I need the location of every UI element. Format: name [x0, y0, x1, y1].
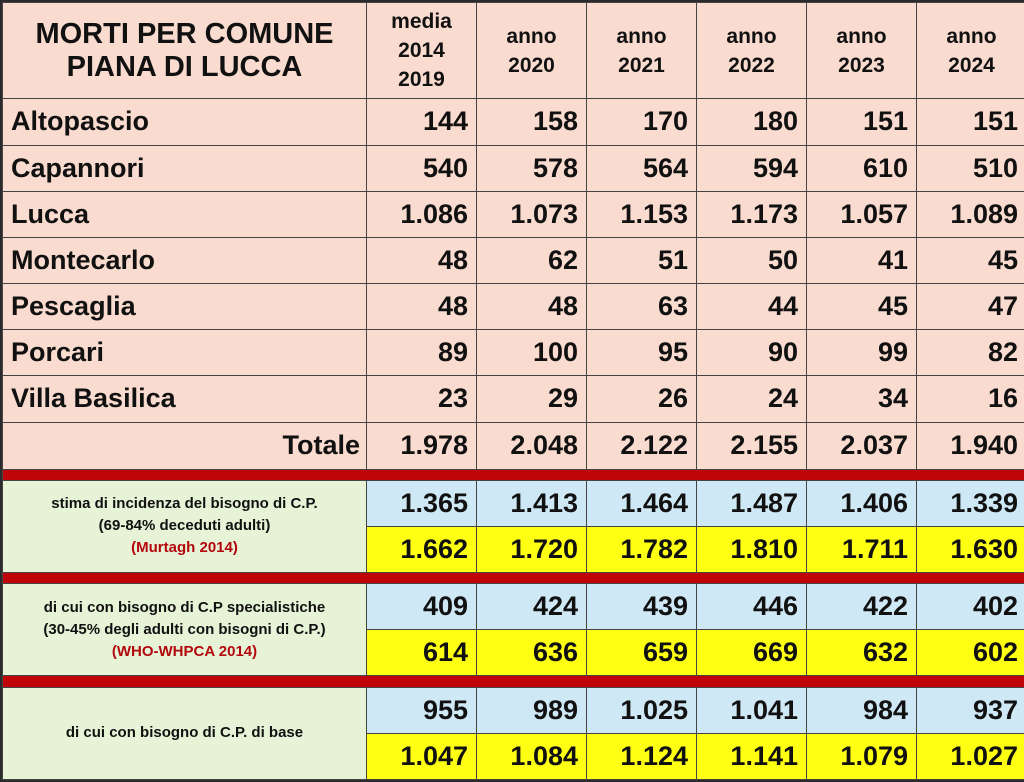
- table-cell: 16: [917, 376, 1024, 422]
- table-cell: 578: [477, 145, 587, 191]
- column-header-line: 2019: [398, 68, 445, 92]
- note-line: (30-45% degli adulti con bisogni di C.P.): [43, 620, 326, 638]
- table-cell: 564: [587, 145, 697, 191]
- deaths-table: [2, 2, 1024, 780]
- municipality-name: Capannori: [3, 145, 367, 191]
- table-cell: 48: [477, 284, 587, 330]
- column-header-line: 2020: [508, 53, 555, 77]
- table-row: [3, 330, 1024, 376]
- estimate-low-cell: 1.487: [697, 480, 807, 526]
- estimate-high-cell: 614: [367, 630, 477, 676]
- column-header-2023: [807, 3, 917, 99]
- estimate-high-cell: 1.711: [807, 526, 917, 572]
- table-cell: 1.086: [367, 191, 477, 237]
- estimate-low-cell: 422: [807, 584, 917, 630]
- column-header-line: anno: [946, 24, 997, 48]
- section-note: [3, 687, 367, 779]
- note-line: di cui con bisogno di C.P specialistiche: [43, 598, 326, 616]
- section-separator: [3, 573, 1024, 584]
- estimate-row-low: [3, 480, 1024, 526]
- total-cell: 1.940: [917, 422, 1024, 469]
- total-cell: 1.978: [367, 422, 477, 469]
- table-cell: 158: [477, 99, 587, 145]
- estimate-high-cell: 1.720: [477, 526, 587, 572]
- table-cell: 63: [587, 284, 697, 330]
- section-note: [3, 584, 367, 676]
- estimate-high-cell: 1.047: [367, 733, 477, 779]
- total-label: Totale: [3, 422, 367, 469]
- note-source: (Murtagh 2014): [131, 539, 238, 557]
- table-cell: 62: [477, 237, 587, 283]
- table-cell: 594: [697, 145, 807, 191]
- table-cell: 1.153: [587, 191, 697, 237]
- estimate-low-cell: 1.025: [587, 687, 697, 733]
- table-cell: 45: [917, 237, 1024, 283]
- column-header-2022: [697, 3, 807, 99]
- estimate-high-cell: 1.810: [697, 526, 807, 572]
- table-cell: 90: [697, 330, 807, 376]
- municipality-name: Pescaglia: [3, 284, 367, 330]
- title-line-2: PIANA DI LUCCA: [66, 50, 303, 83]
- total-cell: 2.155: [697, 422, 807, 469]
- table-cell: 24: [697, 376, 807, 422]
- total-row: [3, 422, 1024, 469]
- column-header-line: 2024: [948, 53, 995, 77]
- table-row: [3, 284, 1024, 330]
- estimate-high-cell: 1.084: [477, 733, 587, 779]
- column-header-2021: [587, 3, 697, 99]
- table-cell: 99: [807, 330, 917, 376]
- estimate-high-cell: 602: [917, 630, 1024, 676]
- table-row: [3, 99, 1024, 145]
- total-cell: 2.037: [807, 422, 917, 469]
- estimate-high-cell: 636: [477, 630, 587, 676]
- estimate-low-cell: 937: [917, 687, 1024, 733]
- estimate-row-low: [3, 584, 1024, 630]
- table-cell: 41: [807, 237, 917, 283]
- note-line: (69-84% deceduti adulti): [98, 517, 271, 535]
- column-header-2024: [917, 3, 1024, 99]
- table-cell: 1.073: [477, 191, 587, 237]
- column-header-line: 2022: [728, 53, 775, 77]
- table-cell: 1.173: [697, 191, 807, 237]
- table-cell: 610: [807, 145, 917, 191]
- table-cell: 50: [697, 237, 807, 283]
- column-header-line: 2014: [398, 39, 445, 63]
- table-cell: 48: [367, 284, 477, 330]
- estimate-low-cell: 989: [477, 687, 587, 733]
- estimate-low-cell: 1.464: [587, 480, 697, 526]
- column-header-line: anno: [616, 24, 667, 48]
- estimate-low-cell: 424: [477, 584, 587, 630]
- total-cell: 2.122: [587, 422, 697, 469]
- table-cell: 170: [587, 99, 697, 145]
- table-cell: 44: [697, 284, 807, 330]
- table-cell: 95: [587, 330, 697, 376]
- column-header-line: 2021: [618, 53, 665, 77]
- estimate-low-cell: 1.041: [697, 687, 807, 733]
- municipality-name: Villa Basilica: [3, 376, 367, 422]
- section-separator: [3, 469, 1024, 480]
- column-header-line: anno: [836, 24, 887, 48]
- estimate-high-cell: 1.141: [697, 733, 807, 779]
- estimate-row-low: [3, 687, 1024, 733]
- table-cell: 23: [367, 376, 477, 422]
- estimate-low-cell: 984: [807, 687, 917, 733]
- note-line: di cui con bisogno di C.P. di base: [65, 724, 304, 742]
- estimate-low-cell: 402: [917, 584, 1024, 630]
- municipality-name: Altopascio: [3, 99, 367, 145]
- section-separator: [3, 676, 1024, 687]
- table-cell: 51: [587, 237, 697, 283]
- column-header-line: anno: [506, 24, 557, 48]
- column-header-line: media: [391, 10, 452, 34]
- column-header-line: anno: [726, 24, 777, 48]
- table-row: [3, 237, 1024, 283]
- estimate-low-cell: 1.365: [367, 480, 477, 526]
- table-cell: 151: [917, 99, 1024, 145]
- table-cell: 1.089: [917, 191, 1024, 237]
- estimate-high-cell: 1.027: [917, 733, 1024, 779]
- estimate-high-cell: 1.124: [587, 733, 697, 779]
- table-cell: 47: [917, 284, 1024, 330]
- table-cell: 48: [367, 237, 477, 283]
- table-cell: 180: [697, 99, 807, 145]
- table-row: [3, 376, 1024, 422]
- note-source: (WHO-WHPCA 2014): [111, 642, 258, 660]
- title-line-1: MORTI PER COMUNE: [35, 17, 334, 50]
- table-row: [3, 191, 1024, 237]
- table-cell: 34: [807, 376, 917, 422]
- table-cell: 82: [917, 330, 1024, 376]
- estimate-low-cell: 1.339: [917, 480, 1024, 526]
- column-header-2020: [477, 3, 587, 99]
- table-cell: 26: [587, 376, 697, 422]
- municipality-name: Porcari: [3, 330, 367, 376]
- estimate-high-cell: 1.782: [587, 526, 697, 572]
- estimate-high-cell: 669: [697, 630, 807, 676]
- table-cell: 510: [917, 145, 1024, 191]
- estimate-high-cell: 1.662: [367, 526, 477, 572]
- estimate-low-cell: 955: [367, 687, 477, 733]
- table-cell: 144: [367, 99, 477, 145]
- table-cell: 45: [807, 284, 917, 330]
- table-cell: 89: [367, 330, 477, 376]
- note-line: stima di incidenza del bisogno di C.P.: [51, 495, 318, 513]
- estimate-low-cell: 1.406: [807, 480, 917, 526]
- column-header-line: 2023: [838, 53, 885, 77]
- table-cell: 1.057: [807, 191, 917, 237]
- estimate-high-cell: 632: [807, 630, 917, 676]
- section-note: [3, 480, 367, 572]
- municipality-name: Montecarlo: [3, 237, 367, 283]
- table-row: [3, 145, 1024, 191]
- table-cell: 151: [807, 99, 917, 145]
- table-title: [3, 3, 367, 99]
- municipality-name: Lucca: [3, 191, 367, 237]
- estimate-low-cell: 446: [697, 584, 807, 630]
- estimate-high-cell: 1.630: [917, 526, 1024, 572]
- table-cell: 540: [367, 145, 477, 191]
- estimate-high-cell: 659: [587, 630, 697, 676]
- estimate-high-cell: 1.079: [807, 733, 917, 779]
- estimate-low-cell: 409: [367, 584, 477, 630]
- column-header-media: [367, 3, 477, 99]
- table-cell: 100: [477, 330, 587, 376]
- table-cell: 29: [477, 376, 587, 422]
- total-cell: 2.048: [477, 422, 587, 469]
- estimate-low-cell: 1.413: [477, 480, 587, 526]
- estimate-low-cell: 439: [587, 584, 697, 630]
